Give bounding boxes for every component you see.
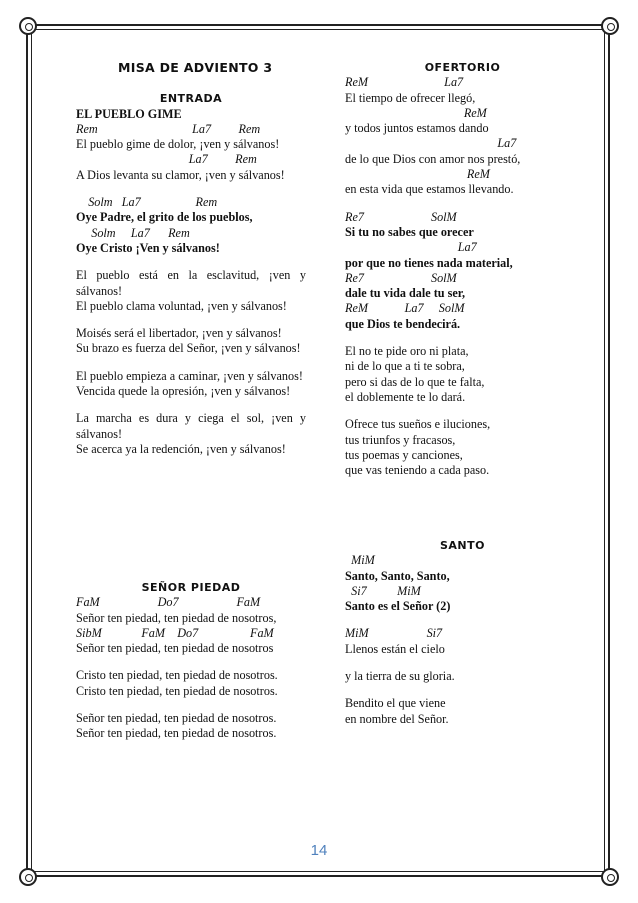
lyric-line: Santo, Santo, Santo, [345,568,450,583]
lyric-line: Santo es el Señor (2) [345,599,451,614]
lyric-line: ni de lo que a ti te sobra, [345,359,465,374]
chord-line: Re7 SolM [345,270,457,285]
verse-line: Se acerca ya la redención, ¡ven y sálvanos! [76,441,286,456]
verse-line: El pueblo empieza a caminar, ¡ven y sálvanos! [76,368,303,383]
page-number: 14 [310,842,328,859]
piedad-section [76,580,306,742]
chord-line: Si7 MiM [345,583,421,598]
chord-line: SibM FaM Do7 FaM [76,625,274,640]
lyric-line: y todos juntos estamos dando [345,121,489,136]
lyric-line: el doblemente te lo dará. [345,389,466,404]
corner-ornament-icon [601,17,619,35]
lyric-line: pero si das de lo que te falta, [345,374,485,389]
lyric-line: A Dios levanta su clamor, ¡ven y sálvanos! [76,167,285,182]
verse-line: Vencida quede la opresión, ¡ven y sálvanos! [76,384,291,399]
lyric-line: Cristo ten piedad, ten piedad de nosotros. [76,683,278,698]
chorus-line: Oye Cristo ¡Ven y sálvanos! [76,240,220,255]
chorus-line: Oye Padre, el grito de los pueblos, [76,210,253,225]
verse-line: El pueblo está en la esclavitud, ¡ven y sálvanos! [76,268,306,298]
verse-line: Moisés será el libertador, ¡ven y sálvanos! [76,326,282,341]
verse-line: Su brazo es fuerza del Señor, ¡ven y sálvanos! [76,341,301,356]
lyric-line: en esta vida que estamos llevando. [345,182,514,197]
lyric-line: El no te pide oro ni plata, [345,344,469,359]
chord-line: La7 [345,136,517,151]
chord-line: Solm La7 Rem [76,195,218,210]
piedad-heading: SEÑOR PIEDAD [141,581,241,594]
chord-line: ReM [345,105,487,120]
right-column [345,60,530,478]
corner-ornament-icon [19,868,37,886]
entrada-song-title: EL PUEBLO GIME [76,106,182,121]
santo-section [345,538,530,727]
lyric-line: Señor ten piedad, ten piedad de nosotros [76,641,274,656]
lyric-line: de lo que Dios con amor nos prestó, [345,151,521,166]
verse-line: La marcha es dura y ciega el sol, ¡ven y sálvanos! [76,411,306,441]
chorus-line: que Dios te bendecirá. [345,316,461,331]
chord-line: MiM [345,553,375,568]
corner-ornament-icon [601,868,619,886]
chord-line: ReM [345,167,490,182]
lyric-line: Señor ten piedad, ten piedad de nosotros. [76,726,277,741]
chord-line: Rem La7 Rem [76,121,261,136]
entrada-heading: ENTRADA [159,92,223,106]
chord-line: Solm La7 Rem [76,225,190,240]
chord-line: La7 [345,240,477,255]
lyric-line: Señor ten piedad, ten piedad de nosotros, [76,610,277,625]
verse-line: El pueblo clama voluntad, ¡ven y sálvanos! [76,298,287,313]
santo-heading: SANTO [440,539,485,552]
lyric-line: Ofrece tus sueños e iluciones, [345,417,491,432]
lyric-line: Cristo ten piedad, ten piedad de nosotros. [76,668,278,683]
ofertorio-heading: OFERTORIO [424,61,501,74]
chord-line: ReM La7 [345,75,464,90]
lyric-line: en nombre del Señor. [345,711,449,726]
lyric-line: El tiempo de ofrecer llegó, [345,90,476,105]
lyric-line: tus poemas y canciones, [345,447,463,462]
lyric-line: Bendito el que viene [345,696,446,711]
chord-line: ReM La7 SolM [345,301,465,316]
chorus-line: dale tu vida dale tu ser, [345,286,466,301]
lyric-line: El pueblo gime de dolor, ¡ven y sálvanos! [76,137,280,152]
chord-line: Re7 SolM [345,209,457,224]
chord-line: La7 Rem [76,152,257,167]
lyric-line: que vas teniendo a cada paso. [345,463,490,478]
lyric-line: Señor ten piedad, ten piedad de nosotros. [76,711,277,726]
lyric-line: Llenos están el cielo [345,641,445,656]
left-column [76,60,306,457]
mass-title: MISA DE ADVIENTO 3 [118,60,273,75]
corner-ornament-icon [19,17,37,35]
chord-line: MiM Si7 [345,626,443,641]
chorus-line: por que no tienes nada material, [345,255,513,270]
chorus-line: Si tu no sabes que orecer [345,224,474,239]
chord-line: FaM Do7 FaM [76,595,261,610]
lyric-line: y la tierra de su gloria. [345,669,455,684]
lyric-line: tus triunfos y fracasos, [345,432,456,447]
